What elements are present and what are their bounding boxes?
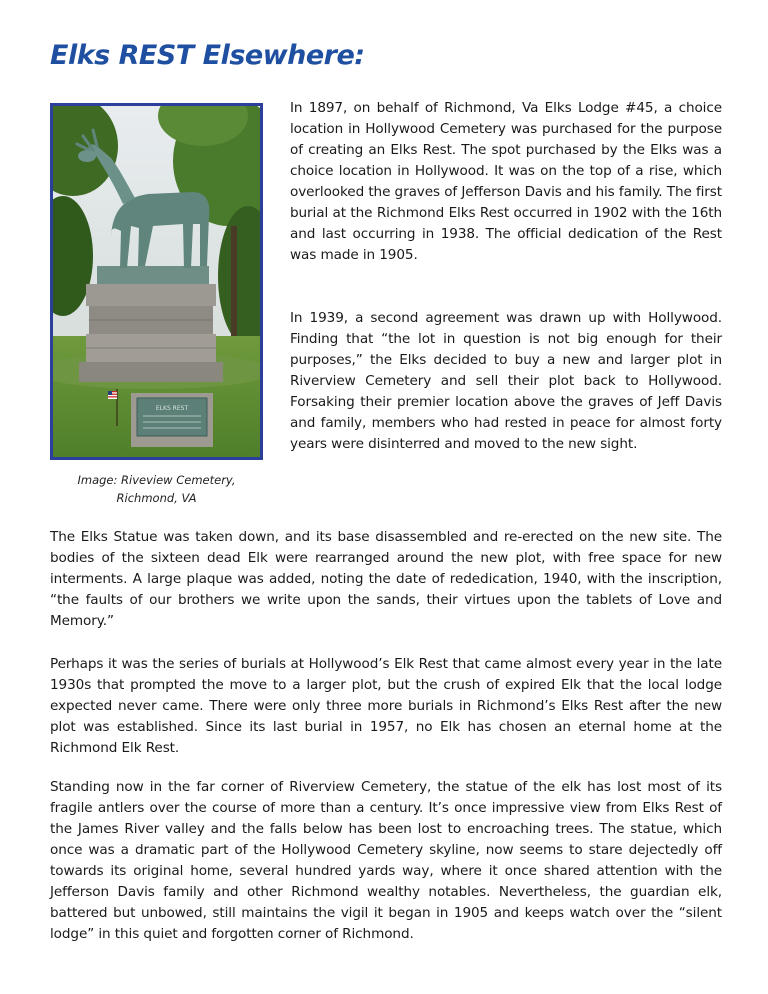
image-caption [50, 471, 263, 507]
page-title: Elks REST Elsewhere: [50, 40, 365, 71]
paragraph-5: Standing now in the far corner of Riverview Cemetery, the statue of the elk has lost most of its fragile antlers over the course of more than a century. It’s once impressive view from Elks Rest of the James River valley and the falls below has been lost to encroaching trees. The statue, which once was a dramatic part of the Hollywood Cemetery skyline, now seems to stare dejectedly off towards its original home, several hundred yards way, where it once shared attention with the Jefferson Davis family and other Richmond wealthy notables. Nevertheless, the guardian elk, battered but unbowed, still maintains the vigil it began in 1905 and keeps watch over the “silent lodge” in this quiet and forgotten corner of Richmond. [50, 779, 722, 942]
caption-line: Image: Riveview Cemetery, [77, 473, 236, 487]
elk-statue-photo [50, 103, 263, 460]
caption-line: Richmond, VA [116, 491, 197, 505]
paragraph-4: Perhaps it was the series of burials at Hollywood’s Elk Rest that came almost every year in the late 1930s that prompted the move to a larger plot, but the crush of expired Elk that the local lodge expected never came. There were only three more burials in Richmond’s Elks Rest after the new plot was established. Since its last burial in 1957, no Elk has chosen an eternal home at the Richmond Elk Rest. [50, 656, 722, 756]
plaque-text: ELKS REST [155, 405, 189, 412]
paragraph-1: In 1897, on behalf of Richmond, Va Elks Lodge #45, a choice location in Hollywood Cemetery was purchased for the purpose of creating an Elks Rest. The spot purchased by the Elks was a choice location in Hollywood. It was on the top of a rise, which overlooked the graves of Jefferson Davis and his family. The first burial at the Richmond Elks Rest occurred in 1902 with the 16th and last occurring in 1938. The official dedication of the Rest was made in 1905. [290, 100, 723, 263]
paragraph-2: In 1939, a second agreement was drawn up with Hollywood. Finding that “the lot in question is not big enough for their purposes,” the Elks decided to buy a new and larger plot in Riverview Cemetery and sell their plot back to Hollywood. Forsaking their premier location above the graves of Jeff Davis and family, members who had rested in peace for almost forty years were disinterred and moved to the new sight. [290, 310, 722, 452]
paragraph-3: The Elks Statue was taken down, and its base disassembled and re-erected on the new site. The bodies of the sixteen dead Elk were rearranged around the new plot, with free space for new interments. A large plaque was added, noting the date of rededication, 1940, with the inscription, “the faults of our brothers we write upon the sands, their virtues upon the tablets of Love and Memory.” [50, 529, 722, 629]
